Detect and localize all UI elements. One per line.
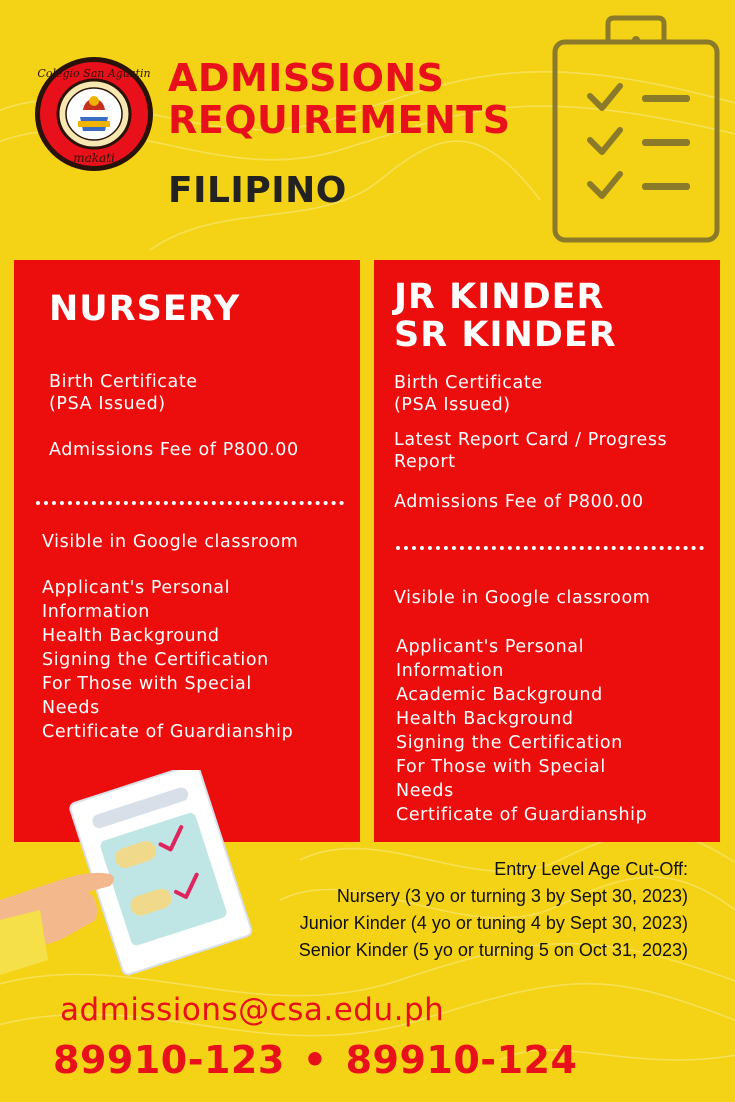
- kinder-item: Academic Background: [396, 685, 603, 705]
- kinder-item: Applicant's Personal: [396, 637, 585, 657]
- school-seal-logo: [33, 55, 155, 173]
- kinder-heading-line2: SR KINDER: [394, 315, 617, 355]
- kinder-report-line2: Report: [394, 452, 456, 472]
- nursery-fee: Admissions Fee of P800.00: [49, 440, 299, 460]
- contact-phones: [53, 1038, 577, 1082]
- kinder-item: Signing the Certification: [396, 733, 623, 753]
- logo-text-top: Colegio San Agustin: [37, 67, 151, 80]
- kinder-report-line1: Latest Report Card / Progress: [394, 430, 668, 450]
- age-cutoff-junior: Junior Kinder (4 yo or tuning 4 by Sept 30, 2023): [299, 913, 688, 933]
- page-title-line1: ADMISSIONS: [168, 56, 445, 100]
- age-cutoff-title: Entry Level Age Cut-Off:: [494, 859, 688, 879]
- kinder-dotted-divider: [396, 546, 704, 550]
- logo-text-bottom: makati: [73, 151, 115, 165]
- nursery-item: Applicant's Personal: [42, 578, 231, 598]
- kinder-birth-cert-line1: Birth Certificate: [394, 373, 543, 393]
- kinder-fee: Admissions Fee of P800.00: [394, 492, 644, 512]
- phone-number-2[interactable]: 89910-124: [345, 1038, 578, 1082]
- kinder-item: Information: [396, 661, 504, 681]
- phone-separator: •: [302, 1038, 328, 1082]
- nursery-visible-label: Visible in Google classroom: [42, 532, 299, 552]
- kinder-visible-label: Visible in Google classroom: [394, 588, 651, 608]
- nursery-dotted-divider: [36, 501, 344, 505]
- nursery-item: Certificate of Guardianship: [42, 722, 294, 742]
- kinder-panel: [374, 260, 720, 842]
- phone-number-1[interactable]: 89910-123: [53, 1038, 285, 1082]
- page-title-line2: REQUIREMENTS: [168, 98, 511, 142]
- kinder-birth-cert-line2: (PSA Issued): [394, 395, 511, 415]
- nursery-heading: NURSERY: [49, 289, 241, 329]
- age-cutoff-nursery: Nursery (3 yo or turning 3 by Sept 30, 2023): [336, 886, 688, 906]
- kinder-heading-line1: JR KINDER: [394, 277, 605, 317]
- nursery-item: Health Background: [42, 626, 220, 646]
- nursery-panel: [14, 260, 360, 842]
- age-cutoff-senior: Senior Kinder (5 yo or turning 5 on Oct 31, 2023): [298, 940, 688, 960]
- nursery-item: For Those with Special: [42, 674, 252, 694]
- page-subtitle: FILIPINO: [168, 170, 347, 211]
- nursery-item: Signing the Certification: [42, 650, 269, 670]
- nursery-birth-cert-line1: Birth Certificate: [49, 372, 198, 392]
- clipboard-checklist-icon: [550, 12, 722, 246]
- kinder-item: Health Background: [396, 709, 574, 729]
- kinder-item: For Those with Special: [396, 757, 606, 777]
- nursery-item: Needs: [42, 698, 100, 718]
- nursery-item: Information: [42, 602, 150, 622]
- nursery-birth-cert-line2: (PSA Issued): [49, 394, 166, 414]
- contact-email[interactable]: admissions@csa.edu.ph: [60, 992, 445, 1028]
- kinder-item: Needs: [396, 781, 454, 801]
- kinder-item: Certificate of Guardianship: [396, 805, 648, 825]
- hand-holding-checklist-icon: [0, 770, 280, 980]
- age-cutoff-block: [299, 856, 688, 964]
